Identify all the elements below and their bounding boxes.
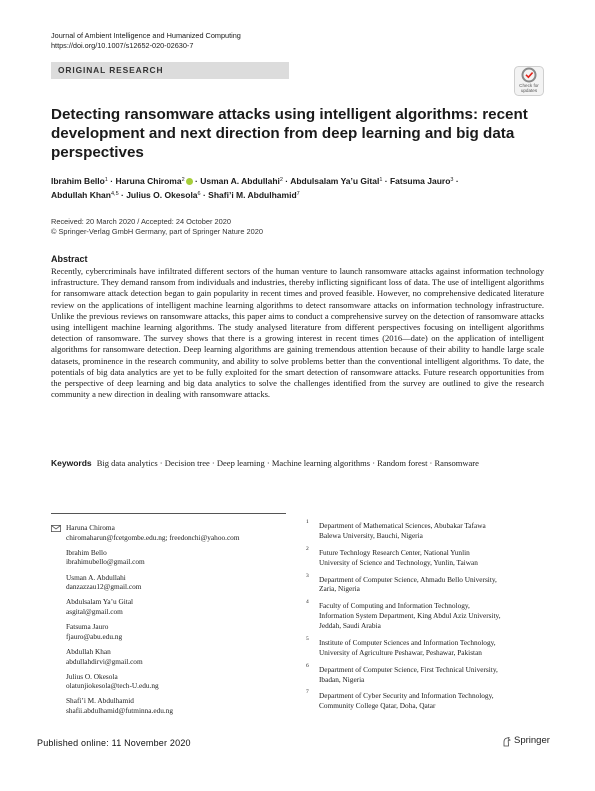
contact-name: Haruna Chiroma xyxy=(66,523,115,532)
contact-entry xyxy=(51,672,291,691)
contact-email[interactable]: abdullahdirvi@gmail.com xyxy=(66,656,143,666)
author-affiliation-ref: 1 xyxy=(104,177,108,183)
author-affiliation-ref: 3 xyxy=(450,177,454,183)
contact-email[interactable]: danzazzau12@gmail.com xyxy=(66,582,142,592)
affiliation-number: 7 xyxy=(306,689,309,696)
affiliation-line: Institute of Computer Sciences and Information Technology, xyxy=(319,637,496,647)
contact-email[interactable]: chiromaharun@fcetgombe.edu.ng; freedonchi@yahoo.com xyxy=(66,532,240,542)
author-affiliation-ref: 7 xyxy=(296,190,300,197)
author-name[interactable]: Fatsuma Jauro xyxy=(389,176,451,186)
author-name[interactable]: Shafi’i M. Abdulhamid xyxy=(208,189,297,200)
contact-name: Abdulsalam Ya’u Gital xyxy=(66,597,134,607)
affiliation-line: University of Science and Technology, Yunlin, Taiwan xyxy=(319,557,478,567)
affiliation-line: University of Agriculture Peshawar, Peshawar, Pakistan xyxy=(319,647,482,657)
affiliation-entry xyxy=(306,521,551,541)
contact-email[interactable]: asgital@gmail.com xyxy=(66,606,123,616)
author-affiliation-ref: 6 xyxy=(197,190,201,197)
affiliation-number: 2 xyxy=(306,545,309,552)
copyright-line: © Springer-Verlag GmbH Germany, part of Springer Nature 2020 xyxy=(51,227,263,236)
contact-entry xyxy=(51,573,291,592)
affiliation-number: 4 xyxy=(306,599,309,606)
author-list: Ibrahim Bello$^1$ · Haruna Chiroma$^2$ · Usman A. Abdullahi$^2$ · Abdulsalam Ya’u Gital$^1$ · Fatsuma Jauro$^3$ · Abdullah Khan$^{4,5}$ · Julius O. Okesola$^6$ · Shafi’i M. Abdulhamid$^7$ xyxy=(51,176,459,200)
affiliation-number: 1 xyxy=(306,519,309,525)
keywords-line xyxy=(51,458,571,469)
affiliation-line: Information System Department, King Abdul Aziz University, xyxy=(319,611,501,621)
affiliation-line: Jeddah, Saudi Arabia xyxy=(319,620,381,630)
contact-entry xyxy=(51,597,291,616)
author-name[interactable]: Ibrahim Bello xyxy=(51,176,105,186)
affiliation-entry xyxy=(306,545,551,568)
affiliation-number: 5 xyxy=(306,635,309,642)
author-affiliation-ref: 1 xyxy=(379,177,383,183)
contact-name: Shafi’i M. Abdulhamid xyxy=(66,696,134,706)
springer-logo-text: Springer xyxy=(514,735,550,746)
journal-name: Journal of Ambient Intelligence and Humanized Computing xyxy=(51,31,241,40)
contact-email[interactable]: shafii.abdulhamid@futminna.edu.ng xyxy=(66,706,174,716)
springer-horse-icon xyxy=(502,737,511,747)
published-online: Published online: 11 November 2020 xyxy=(37,738,191,748)
contact-entry xyxy=(51,696,291,715)
affiliation-line: Future Technlogy Research Center, National Yunlin xyxy=(319,547,470,557)
footnote-divider xyxy=(51,513,286,514)
author-name[interactable]: Julius O. Okesola xyxy=(126,189,198,200)
author-contacts xyxy=(51,523,291,721)
journal-header xyxy=(51,31,241,51)
affiliation-entry xyxy=(306,662,551,685)
publication-dates xyxy=(51,217,263,237)
contact-entry xyxy=(51,523,291,542)
affiliations xyxy=(306,521,551,718)
author-affiliation-ref: 2 xyxy=(279,177,283,183)
affiliation-line: Zaria, Nigeria xyxy=(319,584,360,594)
article-title: Detecting ransomware attacks using intelligent algorithms: recent development and next direction from deep learning and big data perspectives xyxy=(51,106,528,161)
contact-name: Fatsuma Jauro xyxy=(66,622,109,632)
affiliation-line: Faculty of Computing and Information Technology, xyxy=(319,601,470,611)
author-name[interactable]: Abdulsalam Ya’u Gital xyxy=(290,176,380,186)
abstract-text: Recently, cybercriminals have infiltrated different sectors of the human venture to launch ransomware attacks against information technology infrastructure. They demand ransom from individuals and industries, thereby inflicting significant loss of data. The use of intelligent algorithms for ransomware attack detection began to gain popularity in recent times and proved feasible. However, no comprehensive dedicated literature review on the applications of intelligent machine learning algorithms to detect ransomware attacks on information technology infrastructure. Unlike the previous reviews on ransomware attacks, this paper aims to conduct a comprehensive survey on the detection of ransomware attacks using intelligent machine learning algorithms. The study analysed literature from different perspectives focusing on intelligent algorithms detection of ransomware. The survey shows that there is a growing interest in recent times (2016—date) on the application of intelligent algorithms for ransomware detection. Deep learning algorithms are gaining tremendous attention because of their ability to handle large scale datasets, prominence in the research community, and ability to solve problems better than the conventional intelligent algorithms. To date, the potentials of big data analytics are yet to be fully exploited for the smart detection of ransomware attacks. Future research opportunities from the perspective of deep learning and big data analytics to solve the challenges identified from the survey are outlined to give the research community a new direction in dealing with ransomware attacks. xyxy=(51,266,544,400)
affiliation-line: Balewa University, Bauchi, Nigeria xyxy=(319,530,423,540)
contact-email[interactable]: olatunjiokesola@tech-U.edu.ng xyxy=(66,681,159,691)
contact-entry xyxy=(51,622,291,641)
keywords-label: Keywords xyxy=(51,458,92,468)
affiliation-entry xyxy=(306,572,551,595)
keywords-list: Big data analytics · Decision tree · Deep learning · Machine learning algorithms · Random forest · Ransomware xyxy=(96,458,479,468)
affiliation-line: Department of Mathematical Sciences, Abubakar Tafawa xyxy=(319,521,486,530)
abstract-heading: Abstract xyxy=(51,254,88,264)
contact-name: Ibrahim Bello xyxy=(66,547,107,557)
contact-entry xyxy=(51,647,291,666)
affiliation-line: Department of Computer Science, Ahmadu Bello University, xyxy=(319,574,497,584)
doi-link[interactable]: https://doi.org/10.1007/s12652-020-02630-7 xyxy=(51,41,194,50)
affiliation-number: 3 xyxy=(306,572,309,579)
contact-name: Julius O. Okesola xyxy=(66,671,118,681)
contact-name: Abdullah Khan xyxy=(66,646,111,656)
check-for-updates-label: Check for updates xyxy=(519,83,539,93)
author-name[interactable]: Haruna Chiroma xyxy=(115,176,182,186)
author-affiliation-ref: 4,5 xyxy=(110,190,119,197)
contact-entry xyxy=(51,548,291,567)
contact-email[interactable]: ibrahimubello@gmail.com xyxy=(66,557,145,567)
orcid-icon[interactable] xyxy=(186,178,193,185)
contact-name: Usman A. Abdullahi xyxy=(66,572,126,582)
affiliation-entry xyxy=(306,601,551,630)
affiliation-line: Community College Qatar, Doha, Qatar xyxy=(319,701,436,711)
envelope-icon xyxy=(51,525,61,532)
author-name[interactable]: Usman A. Abdullahi xyxy=(200,176,280,186)
affiliation-entry xyxy=(306,691,551,711)
contact-email[interactable]: fjauro@abu.edu.ng xyxy=(66,631,123,641)
affiliation-entry xyxy=(306,635,551,658)
affiliation-line: Department of Computer Science, First Technical University, xyxy=(319,664,498,674)
received-accepted: Received: 20 March 2020 / Accepted: 24 October 2020 xyxy=(51,217,231,226)
affiliation-line: Department of Cyber Security and Information Technology, xyxy=(319,691,494,701)
author-affiliation-ref: 2 xyxy=(181,177,185,183)
section-label: ORIGINAL RESEARCH xyxy=(58,65,164,75)
affiliation-line: Ibadan, Nigeria xyxy=(319,674,365,684)
author-name[interactable]: Abdullah Khan xyxy=(51,189,111,200)
affiliation-number: 6 xyxy=(306,662,309,669)
